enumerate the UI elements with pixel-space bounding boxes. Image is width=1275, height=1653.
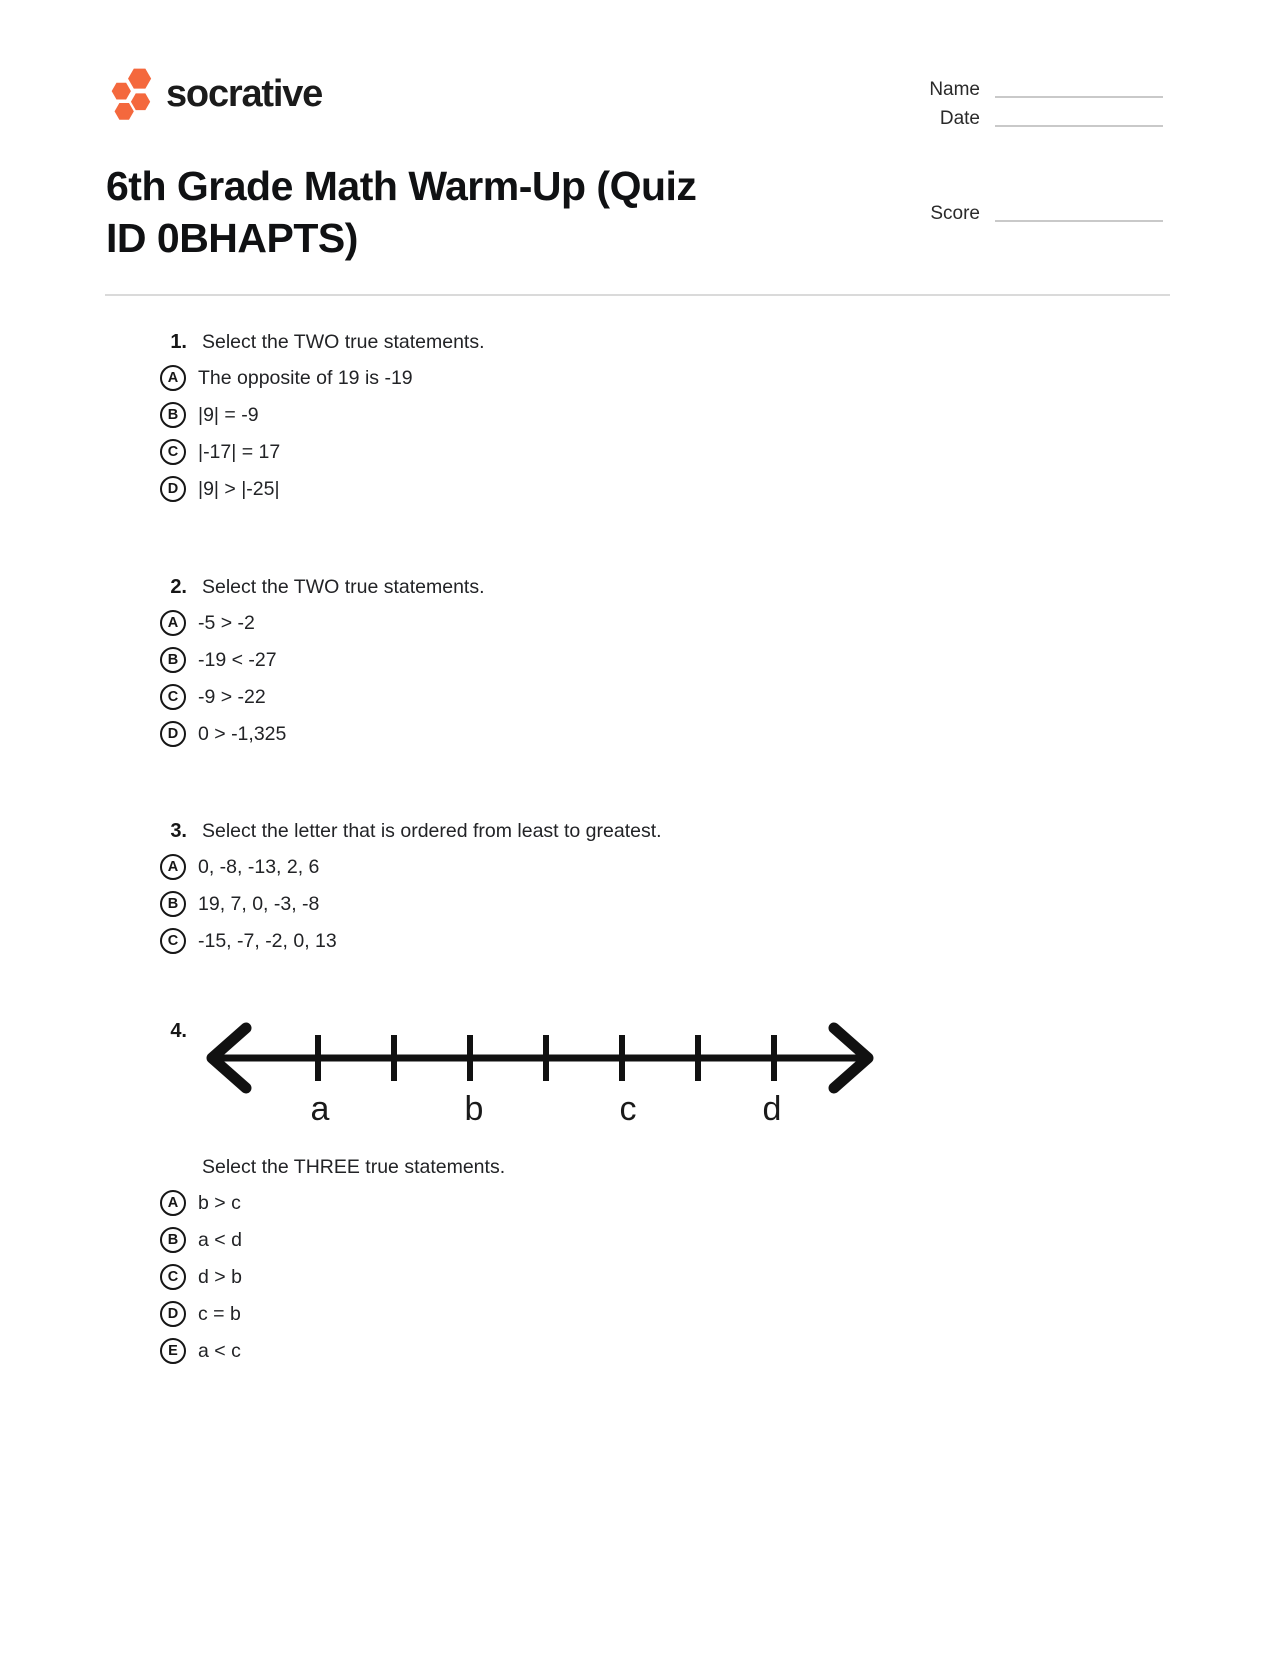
hexagon-shape <box>115 103 134 120</box>
option-row <box>160 891 1100 917</box>
logo-text: socrative <box>166 72 323 115</box>
option-row <box>160 365 1100 391</box>
option-row <box>160 1264 1100 1290</box>
question-number: 2. <box>170 576 187 598</box>
option-letter-badge: B <box>160 402 186 428</box>
question-head <box>0 575 1100 599</box>
option-letter-badge: C <box>160 684 186 710</box>
option-text: |-17| = 17 <box>198 440 281 463</box>
name-fill-line <box>995 96 1163 98</box>
option-text: -19 < -27 <box>198 648 277 671</box>
option-row <box>160 1301 1100 1327</box>
date-field-row <box>860 108 1163 129</box>
option-letter-badge: D <box>160 1301 186 1327</box>
option-row <box>160 439 1100 465</box>
point-label-b: b <box>464 1090 484 1126</box>
option-text: |9| > |-25| <box>198 477 280 500</box>
socrative-logo <box>103 66 322 122</box>
question-number: 4. <box>170 1020 187 1042</box>
question-3 <box>0 819 1100 954</box>
option-letter-badge: A <box>160 1190 186 1216</box>
question-number: 1. <box>170 331 187 353</box>
option-row <box>160 1190 1100 1216</box>
question-number: 3. <box>170 820 187 842</box>
header-divider <box>105 294 1170 296</box>
question-prompt: Select the letter that is ordered from least to greatest. <box>202 820 662 842</box>
score-field-row <box>860 203 1163 224</box>
option-text: c = b <box>198 1302 241 1325</box>
page-title-line-1: 6th Grade Math Warm-Up (Quiz <box>106 163 697 209</box>
option-text: 19, 7, 0, -3, -8 <box>198 892 320 915</box>
question-prompt: Select the THREE true statements. <box>202 1156 506 1178</box>
option-letter-badge: C <box>160 439 186 465</box>
option-letter-badge: E <box>160 1338 186 1364</box>
option-letter-badge: A <box>160 365 186 391</box>
option-letter-badge: A <box>160 854 186 880</box>
question-prompt: Select the TWO true statements. <box>202 331 485 353</box>
option-row <box>160 854 1100 880</box>
hexagon-shape <box>112 83 131 100</box>
name-label: Name <box>929 79 980 100</box>
score-label: Score <box>930 203 980 224</box>
page-title-line-2: ID 0BHAPTS) <box>106 215 358 261</box>
page-title <box>106 160 696 264</box>
question-2 <box>0 575 1100 747</box>
option-letter-badge: D <box>160 476 186 502</box>
point-label-d: d <box>762 1090 782 1126</box>
option-row <box>160 721 1100 747</box>
option-row <box>160 1227 1100 1253</box>
option-text: -5 > -2 <box>198 611 255 634</box>
option-row <box>160 1338 1100 1364</box>
option-text: d > b <box>198 1265 242 1288</box>
point-label-c: c <box>619 1090 637 1126</box>
socrative-hexagons-icon <box>103 66 155 122</box>
option-text: 0 > -1,325 <box>198 722 287 745</box>
option-text: b > c <box>198 1191 241 1214</box>
option-text: a < d <box>198 1228 242 1251</box>
score-fill-line <box>995 220 1163 222</box>
option-row <box>160 402 1100 428</box>
option-text: -9 > -22 <box>198 685 266 708</box>
option-text: |9| = -9 <box>198 403 259 426</box>
name-field-row <box>860 79 1163 100</box>
option-letter-badge: B <box>160 891 186 917</box>
option-row <box>160 476 1100 502</box>
option-row <box>160 647 1100 673</box>
number-line-figure <box>202 1014 878 1126</box>
option-text: The opposite of 19 is -19 <box>198 366 413 389</box>
option-text: -15, -7, -2, 0, 13 <box>198 929 337 952</box>
option-letter-badge: D <box>160 721 186 747</box>
point-label-a: a <box>310 1090 330 1126</box>
question-1 <box>0 330 1100 502</box>
question-prompt: Select the TWO true statements. <box>202 576 485 598</box>
question-head <box>0 330 1100 354</box>
date-fill-line <box>995 125 1163 127</box>
question-4 <box>0 1014 1100 1364</box>
hexagon-shape <box>128 69 151 89</box>
option-row <box>160 610 1100 636</box>
question-head <box>0 1014 1100 1126</box>
question-head <box>0 819 1100 843</box>
option-letter-badge: B <box>160 1227 186 1253</box>
option-letter-badge: C <box>160 1264 186 1290</box>
option-letter-badge: B <box>160 647 186 673</box>
option-text: 0, -8, -13, 2, 6 <box>198 855 320 878</box>
option-row <box>160 928 1100 954</box>
hexagon-shape <box>131 93 150 110</box>
option-letter-badge: C <box>160 928 186 954</box>
option-letter-badge: A <box>160 610 186 636</box>
option-text: a < c <box>198 1339 241 1362</box>
date-label: Date <box>939 108 980 129</box>
option-row <box>160 684 1100 710</box>
